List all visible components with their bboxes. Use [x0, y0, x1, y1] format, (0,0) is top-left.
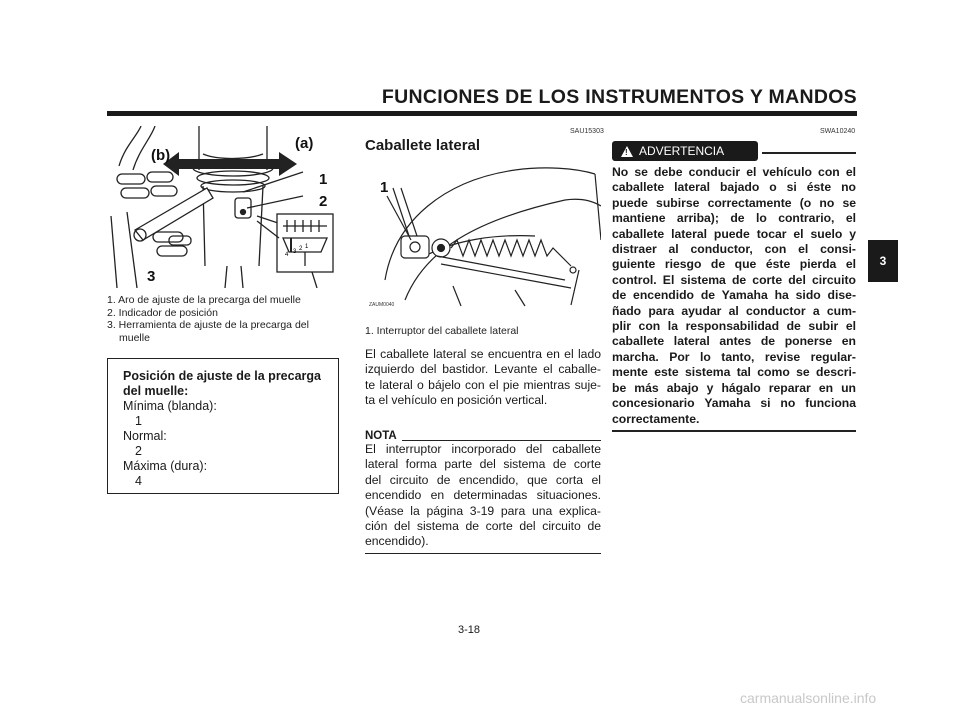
header-rule	[107, 111, 857, 116]
scale-tick-2: 2	[299, 246, 303, 252]
callout-2-label: 2	[319, 193, 328, 210]
nota-line: El interruptor incorporado del caballete	[365, 442, 601, 456]
page-number: 3-18	[458, 624, 481, 636]
caption-line: muelle	[119, 331, 150, 344]
scale-tick-1: 1	[305, 244, 309, 250]
nota-label: NOTA	[365, 430, 397, 442]
chapter-title: FUNCIONES DE LOS INSTRUMENTOS Y MANDOS	[381, 86, 857, 108]
warning-line: distraer al conductor, con el consi-	[612, 242, 856, 257]
nota-line: lateral forma parte del sistema de corte	[365, 457, 601, 472]
warning-line: marcha. Por lo tanto, revise regular-	[612, 349, 856, 364]
warning-line: control. El sistema de corte del circuito	[612, 272, 856, 287]
caption-line: 2. Indicador de posición	[107, 306, 218, 319]
warning-line: caballete lateral bajado o si éste no	[612, 180, 856, 195]
warning-line: ñado para ayudar al conductor a cum-	[612, 303, 856, 318]
body-line: te lateral o bájelo con el pie mientras suje-	[365, 377, 601, 392]
warning-line: mantiene arriba); de lo contrario, el	[612, 211, 856, 226]
callout-1-label: 1	[319, 171, 328, 188]
figure-code: ZAUM0040	[369, 302, 395, 308]
direction-b-label: (b)	[151, 147, 171, 164]
warning-line: caballete lateral antes de ponerse en	[612, 334, 856, 349]
scale-tick-3: 3	[293, 249, 297, 255]
warning-triangle-icon: !	[621, 146, 633, 157]
spec-min-label: Mínima (blanda):	[123, 399, 217, 413]
watermark: carmanualsonline.info	[740, 690, 877, 706]
warning-label: ADVERTENCIA	[639, 144, 725, 158]
spec-max-label: Máxima (dura):	[123, 459, 208, 473]
section-body	[365, 347, 601, 409]
scale-tick-4: 4	[285, 252, 289, 258]
warning-top-rule	[762, 152, 856, 154]
section-code: SAU15303	[570, 128, 604, 135]
warning-bottom-rule	[612, 430, 856, 432]
nota-top-rule	[402, 440, 601, 441]
nota-line: encendido).	[365, 534, 429, 549]
sidestand-figure	[365, 160, 601, 310]
warning-line: de encendido de Yamaha ha sido dise-	[612, 288, 856, 303]
nota-body	[365, 442, 601, 550]
preload-adjuster-figure	[107, 126, 339, 288]
body-line: El caballete lateral se encuentra en el lado	[365, 347, 601, 361]
preload-spec-box	[107, 358, 339, 494]
body-line: ta el vehículo en posición vertical.	[365, 393, 548, 408]
spec-normal-value: 2	[135, 444, 142, 458]
warning-line: plir con la responsabilidad de subir el	[612, 319, 856, 334]
warning-line: No se debe conducir el vehículo con el	[612, 165, 856, 179]
nota-line: encendido en determinadas situaciones.	[365, 488, 601, 503]
warning-line: caballete lateral puede tocar el suelo y	[612, 226, 856, 241]
figure1-caption	[107, 294, 309, 344]
chapter-header	[107, 86, 857, 120]
spec-title-line: Posición de ajuste de la precarga	[123, 369, 321, 383]
sidestand-caption: 1. Interruptor del caballete lateral	[365, 325, 519, 337]
spec-title-line: del muelle:	[123, 384, 189, 398]
spec-normal-label: Normal:	[123, 429, 167, 443]
spec-max-value: 4	[135, 474, 142, 488]
warning-text	[612, 165, 856, 427]
warning-line: concesionario Yamaha si no funciona	[612, 396, 856, 411]
rotation-arrow-icon	[163, 152, 297, 176]
warning-line: correctamente.	[612, 411, 700, 426]
direction-a-label: (a)	[295, 135, 314, 152]
warning-code: SWA10240	[820, 128, 856, 135]
nota-line: (Véase la página 3-19 para una explica-	[365, 503, 601, 518]
warning-badge	[612, 141, 758, 161]
preload-adjuster-drawing	[107, 126, 339, 288]
spec-min-value: 1	[135, 414, 142, 428]
scale-tick	[290, 238, 292, 252]
nota-bottom-rule	[365, 553, 601, 554]
warning-line: be más abajo y hágalo reparar en un	[612, 380, 856, 395]
section-title: Caballete lateral	[365, 137, 481, 154]
warning-line: guiente riesgo de que éste pierda el	[612, 257, 856, 272]
sidestand-callout-1: 1	[380, 179, 389, 196]
body-line: izquierdo del bastidor. Levante el caballe-	[365, 362, 601, 377]
nota-line: del circuito de encendido, que corta el	[365, 472, 601, 487]
chapter-tab: 3	[868, 240, 898, 282]
caption-line: 1. Aro de ajuste de la precarga del muelle	[107, 294, 301, 306]
sidestand-drawing	[365, 160, 601, 310]
warning-line: mente este sistema tal como se descri-	[612, 365, 856, 380]
callout-3-label: 3	[147, 268, 156, 285]
nota-line: ción del sistema de corte del circuito de	[365, 519, 601, 534]
warning-line: puede subirse correctamente (o no se	[612, 195, 856, 210]
caption-line: 3. Herramienta de ajuste de la precarga del	[107, 319, 309, 331]
